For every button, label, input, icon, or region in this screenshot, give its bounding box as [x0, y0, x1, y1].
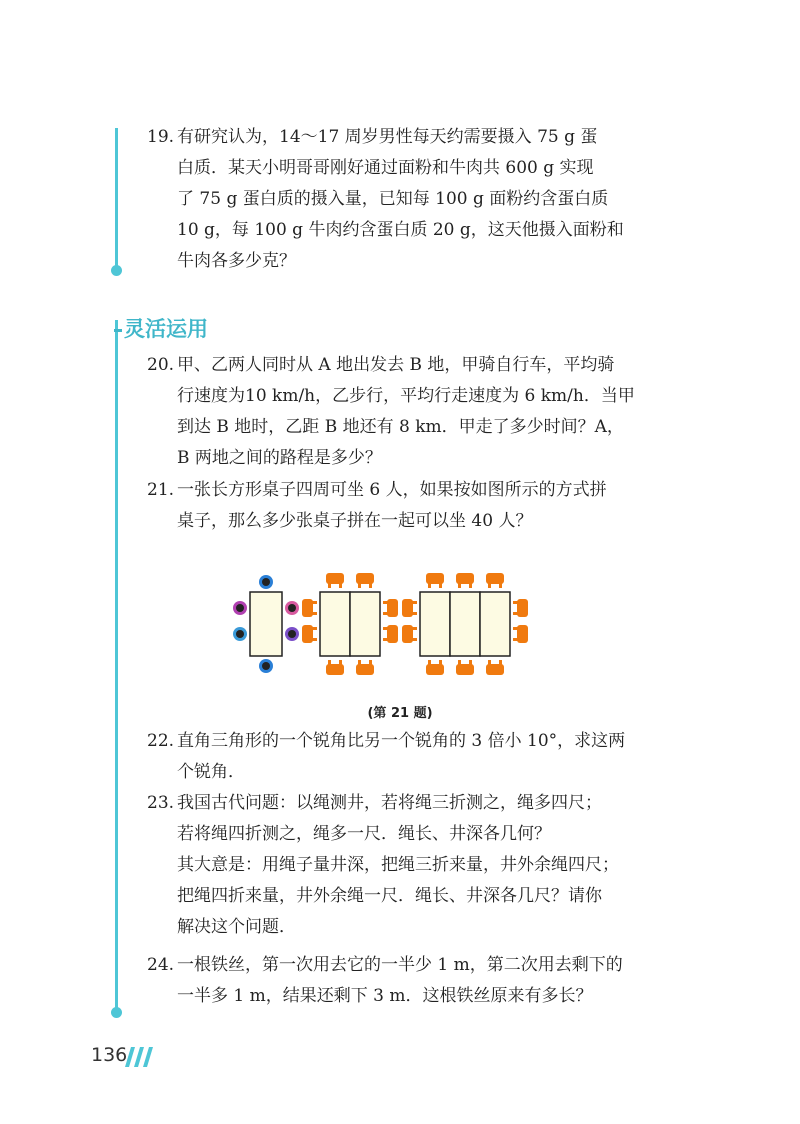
problem-22	[147, 726, 667, 788]
chair	[356, 660, 374, 675]
table	[480, 592, 510, 656]
chair	[326, 573, 344, 588]
problem-number: 23.	[147, 793, 175, 813]
problem-19-line-3: 了 75 g 蛋白质的摄入量，已知每 100 g 面粉约含蛋白质	[177, 189, 609, 209]
chair	[356, 573, 374, 588]
problem-number: 21.	[147, 480, 175, 500]
chair	[302, 599, 317, 617]
chair	[426, 660, 444, 675]
problem-21-line-1: 21. 一张长方形桌子四周可坐 6 人，如果按如图所示的方式拼	[147, 475, 667, 506]
problem-number: 24.	[147, 955, 175, 975]
person-left-1	[233, 601, 247, 615]
problem-23-line-5: 解决这个问题．	[177, 917, 296, 937]
person-right-2	[285, 627, 299, 641]
chair	[513, 625, 528, 643]
problem-23-line-1: 23. 我国古代问题：以绳测井，若将绳三折测之，绳多四尺；	[147, 788, 667, 819]
person-top	[259, 575, 273, 589]
chair	[383, 599, 398, 617]
problem-19-line-2: 白质．某天小明哥哥刚好通过面粉和牛肉共 600 g 实现	[177, 158, 594, 178]
chair	[302, 625, 317, 643]
chair	[402, 599, 417, 617]
problem-20	[147, 350, 667, 474]
problem-21-line-2: 桌子，那么多少张桌子拼在一起可以坐 40 人？	[177, 511, 533, 531]
figure-caption: (第 21 题)	[367, 706, 433, 721]
problem-20-line-1: 20. 甲、乙两人同时从 A 地出发去 B 地，甲骑自行车，平均骑	[147, 350, 667, 381]
section-title: 灵活运用	[114, 314, 208, 344]
table	[350, 592, 380, 656]
person-bottom	[259, 659, 273, 673]
problem-22-line-2: 个锐角．	[177, 762, 245, 782]
problem-24-line-2: 一半多 1 m，结果还剩下 3 m．这根铁丝原来有多长？	[177, 986, 593, 1006]
table	[250, 592, 282, 656]
person-left-2	[233, 627, 247, 641]
problem-number: 19.	[147, 127, 175, 147]
table	[450, 592, 480, 656]
problem-number: 22.	[147, 731, 175, 751]
problem-20-line-4: B 两地之间的路程是多少？	[177, 448, 382, 468]
chair	[513, 599, 528, 617]
margin-line-bottom	[115, 320, 118, 1012]
chair	[486, 660, 504, 675]
table-arrangement-figure	[226, 570, 566, 678]
problem-22-line-1: 22. 直角三角形的一个锐角比另一个锐角的 3 倍小 10°，求这两	[147, 726, 667, 757]
problem-23-line-3: 其大意是：用绳子量井深，把绳三折来量，井外余绳四尺；	[177, 855, 619, 875]
chair	[456, 660, 474, 675]
problem-21	[147, 475, 667, 537]
arrangement-one-table	[233, 575, 299, 673]
chair	[456, 573, 474, 588]
page-number: 136	[91, 1044, 128, 1066]
problem-23	[147, 788, 667, 943]
chair	[426, 573, 444, 588]
problem-24-line-1: 24. 一根铁丝，第一次用去它的一半少 1 m，第二次用去剩下的	[147, 950, 667, 981]
chair	[383, 625, 398, 643]
table	[420, 592, 450, 656]
table	[320, 592, 350, 656]
margin-dot-bottom	[111, 1007, 122, 1018]
chair	[486, 573, 504, 588]
problem-20-line-2: 行速度为10 km/h，乙步行，平均行走速度为 6 km/h．当甲	[177, 386, 635, 406]
problem-19-line-4: 10 g，每 100 g 牛肉约含蛋白质 20 g，这天他摄入面粉和	[177, 220, 624, 240]
problem-19	[147, 122, 667, 277]
margin-dot-top	[111, 265, 122, 276]
arrangement-three-tables	[402, 573, 528, 675]
problem-24	[147, 950, 667, 1012]
page-number-slashes-icon	[125, 1047, 155, 1067]
problem-19-line-1: 19. 有研究认为，14～17 周岁男性每天约需要摄入 75 g 蛋	[147, 122, 667, 153]
problem-number: 20.	[147, 355, 175, 375]
margin-line-top	[115, 128, 118, 270]
section-title-dash	[114, 329, 122, 332]
chair	[402, 625, 417, 643]
problem-23-line-4: 把绳四折来量，井外余绳一尺．绳长、井深各几尺？请你	[177, 886, 602, 906]
person-right-1	[285, 601, 299, 615]
problem-20-line-3: 到达 B 地时，乙距 B 地还有 8 km．甲走了多少时间？A，	[177, 417, 624, 437]
arrangement-two-tables	[302, 573, 398, 675]
chair	[326, 660, 344, 675]
problem-19-line-5: 牛肉各多少克？	[177, 251, 296, 271]
problem-23-line-2: 若将绳四折测之，绳多一尺．绳长、井深各几何？	[177, 824, 551, 844]
